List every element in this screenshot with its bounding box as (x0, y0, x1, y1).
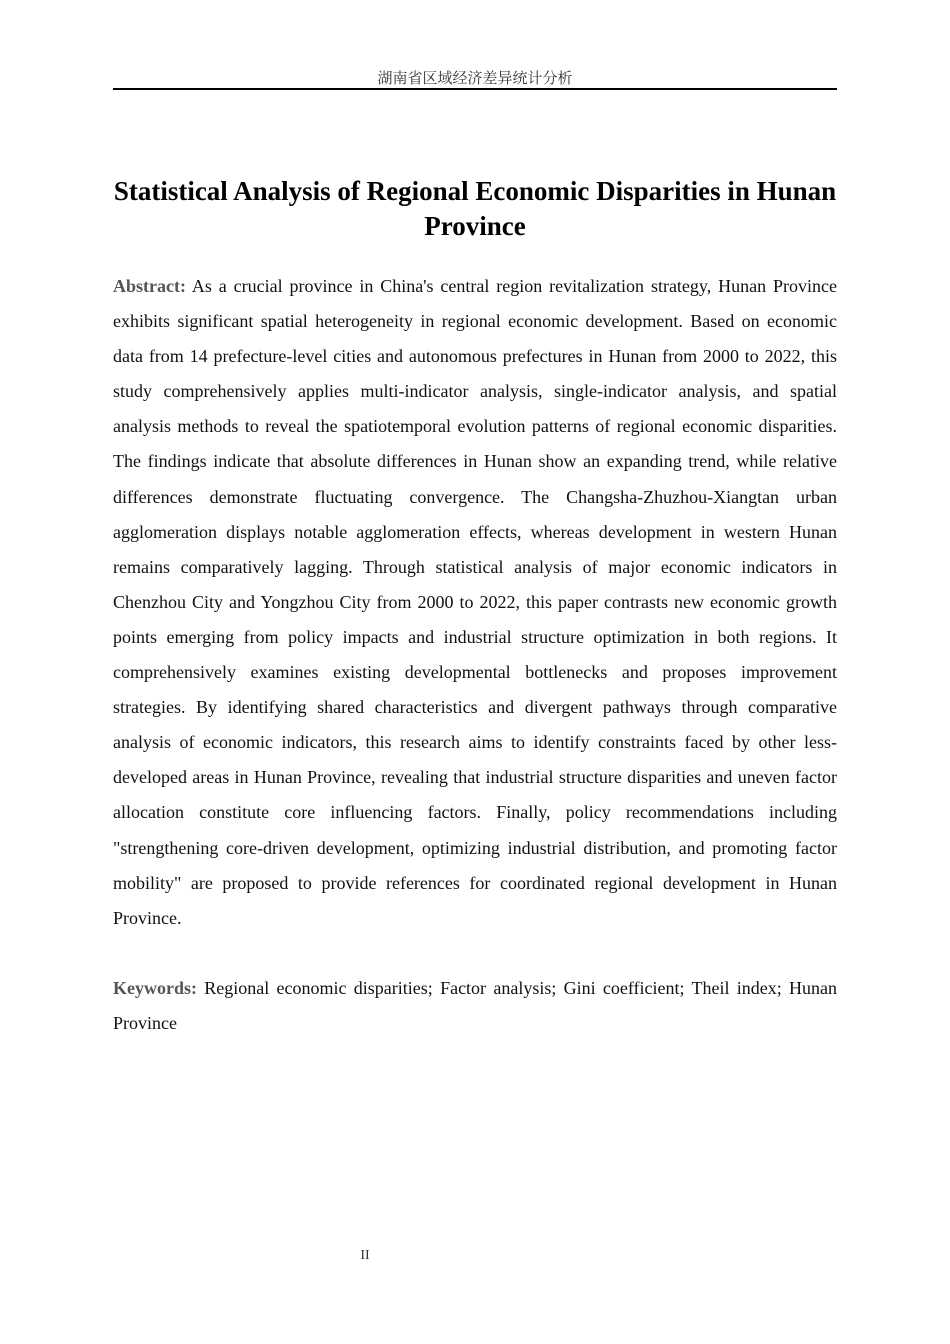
abstract-label: Abstract: (113, 276, 186, 296)
keywords-label: Keywords: (113, 978, 197, 998)
running-header: 湖南省区域经济差异统计分析 (113, 68, 837, 90)
page-number: II (360, 1248, 370, 1263)
paper-title: Statistical Analysis of Regional Economic Disparities in Hunan Province (113, 176, 837, 241)
keywords-paragraph (113, 971, 837, 1041)
abstract-text: As a crucial province in China's central region revitalization strategy, Hunan Province exhibits significant spatial heterogeneity in regional economic development. Based on economic data from 14 prefecture-level cities and autonomous prefectures in Hunan from 2000 to 2022, this study comprehensively applies multi-indicator analysis, single-indicator analysis, and spatial analysis methods to reveal the spatiotemporal evolution patterns of regional economic disparities. The findings indicate that absolute differences in Hunan show an expanding trend, while relative differences demonstrate fluctuating convergence. The Changsha-Zhuzhou-Xiangtan urban agglomeration displays notable agglomeration effects, whereas development in western Hunan remains comparatively lagging. Through statistical analysis of major economic indicators in Chenzhou City and Yongzhou City from 2000 to 2022, this paper contrasts new economic growth points emerging from policy impacts and industrial structure optimization in both regions. It comprehensively examines existing developmental bottlenecks and proposes improvement strategies. By identifying shared characteristics and divergent pathways through comparative analysis of economic indicators, this research aims to identify constraints faced by other less-developed areas in Hunan Province, revealing that industrial structure disparities and uneven factor allocation constitute core influencing factors. Finally, policy recommendations including "strengthening core-driven development, optimizing industrial distribution, and promoting factor mobility" are proposed to provide references for coordinated regional development in Hunan Province. (113, 276, 837, 928)
abstract-paragraph (113, 269, 837, 936)
keywords-text: Regional economic disparities; Factor analysis; Gini coefficient; Theil index; Hunan Province (113, 978, 837, 1033)
